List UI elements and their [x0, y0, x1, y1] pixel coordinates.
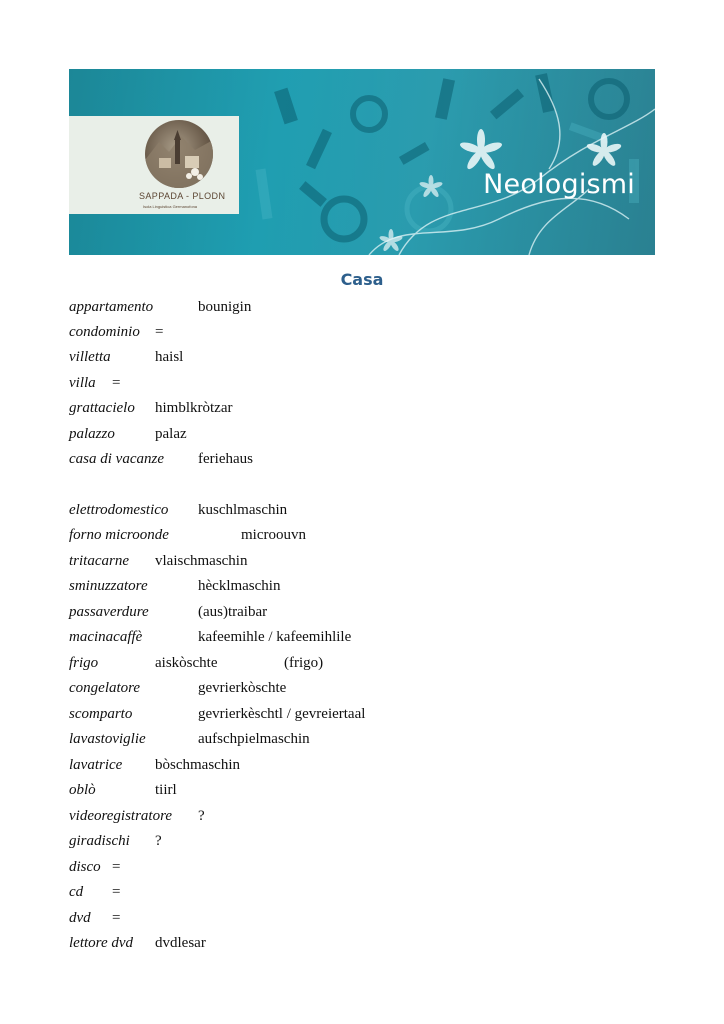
- list-item: [69, 500, 288, 520]
- term-translation: aufschpielmaschin: [198, 731, 310, 747]
- header-banner: [69, 69, 655, 255]
- list-item: [69, 576, 281, 596]
- term-italian: cd: [69, 884, 84, 900]
- banner-title: Neologismi: [483, 169, 635, 200]
- logo-name: SAPPADA - PLODN: [139, 191, 226, 201]
- list-item: [69, 704, 366, 724]
- term-translation: palaz: [155, 426, 187, 442]
- term-translation: hècklmaschin: [198, 578, 281, 594]
- term-italian: sminuzzatore: [69, 578, 148, 594]
- term-translation: =: [112, 910, 121, 926]
- term-italian: elettrodomestico: [69, 502, 169, 518]
- term-italian: dvd: [69, 910, 91, 926]
- logo-card: [69, 116, 239, 214]
- term-translation: feriehaus: [198, 451, 253, 467]
- list-item: [69, 755, 240, 775]
- term-translation: gevrierkòschte: [198, 680, 287, 696]
- term-translation: =: [112, 375, 121, 391]
- section-heading: Casa: [340, 270, 384, 289]
- list-item: [69, 525, 306, 545]
- term-italian: appartamento: [69, 299, 154, 315]
- term-translation: (aus)traibar: [198, 604, 268, 620]
- list-item: [69, 347, 184, 367]
- term-italian: lavastoviglie: [69, 731, 146, 747]
- term-translation: ?: [155, 833, 162, 849]
- list-item: [69, 882, 121, 902]
- term-translation: haisl: [155, 349, 184, 365]
- list-item: [69, 780, 177, 800]
- term-translation: kuschlmaschin: [198, 502, 288, 518]
- term-translation: microouvn: [241, 527, 306, 543]
- term-italian: oblò: [69, 782, 96, 798]
- term-italian: videoregistratore: [69, 808, 173, 824]
- list-item: [69, 373, 121, 393]
- term-translation: bòschmaschin: [155, 757, 240, 773]
- term-italian: lettore dvd: [69, 935, 134, 951]
- list-item: [69, 653, 324, 673]
- village-illustration: [145, 120, 213, 188]
- term-translation: vlaischmaschin: [155, 553, 248, 569]
- list-item: [69, 933, 206, 953]
- list-item: [69, 729, 310, 749]
- term-italian: casa di vacanze: [69, 451, 164, 467]
- term-italian: condominio: [69, 324, 140, 340]
- list-item: [69, 908, 121, 928]
- list-item: [69, 322, 164, 342]
- list-item: [69, 297, 252, 317]
- term-italian: palazzo: [69, 426, 115, 442]
- term-italian: villa: [69, 375, 96, 391]
- term-translation: gevrierkèschtl / gevreiertaal: [198, 706, 366, 722]
- term-translation: kafeemihle / kafeemihlile: [198, 629, 352, 645]
- term-italian: scomparto: [69, 706, 133, 722]
- list-item: [69, 806, 205, 826]
- list-item: [69, 602, 268, 622]
- list-item: [69, 449, 253, 469]
- list-item: [69, 627, 352, 647]
- term-italian: tritacarne: [69, 553, 129, 569]
- list-item: [69, 831, 162, 851]
- term-italian: passaverdure: [69, 604, 149, 620]
- term-italian: macinacaffè: [69, 629, 143, 645]
- term-italian: lavatrice: [69, 757, 123, 773]
- list-item: [69, 551, 248, 571]
- term-italian: forno microonde: [69, 527, 169, 543]
- list-item: [69, 678, 287, 698]
- term-translation: =: [112, 884, 121, 900]
- term-translation: dvdlesar: [155, 935, 206, 951]
- term-italian: giradischi: [69, 833, 130, 849]
- list-item: [69, 398, 233, 418]
- term-translation: himblkròtzar: [155, 400, 233, 416]
- term-italian: villetta: [69, 349, 111, 365]
- term-translation: bounigin: [198, 299, 252, 315]
- list-item: [69, 424, 187, 444]
- logo-subtitle: Isola Linguistica Germanofona: [143, 204, 198, 209]
- term-translation: ?: [198, 808, 205, 824]
- logo-photo: [145, 120, 213, 188]
- term-italian: congelatore: [69, 680, 141, 696]
- term-translation: tiirl: [155, 782, 177, 798]
- term-italian: grattacielo: [69, 400, 135, 416]
- term-translation: =: [112, 859, 121, 875]
- term-translation: =: [155, 324, 164, 340]
- term-translation: aiskòschte: [155, 655, 218, 671]
- term-italian: frigo: [69, 655, 99, 671]
- term-note: (frigo): [284, 655, 324, 671]
- term-italian: disco: [69, 859, 101, 875]
- list-item: [69, 857, 121, 877]
